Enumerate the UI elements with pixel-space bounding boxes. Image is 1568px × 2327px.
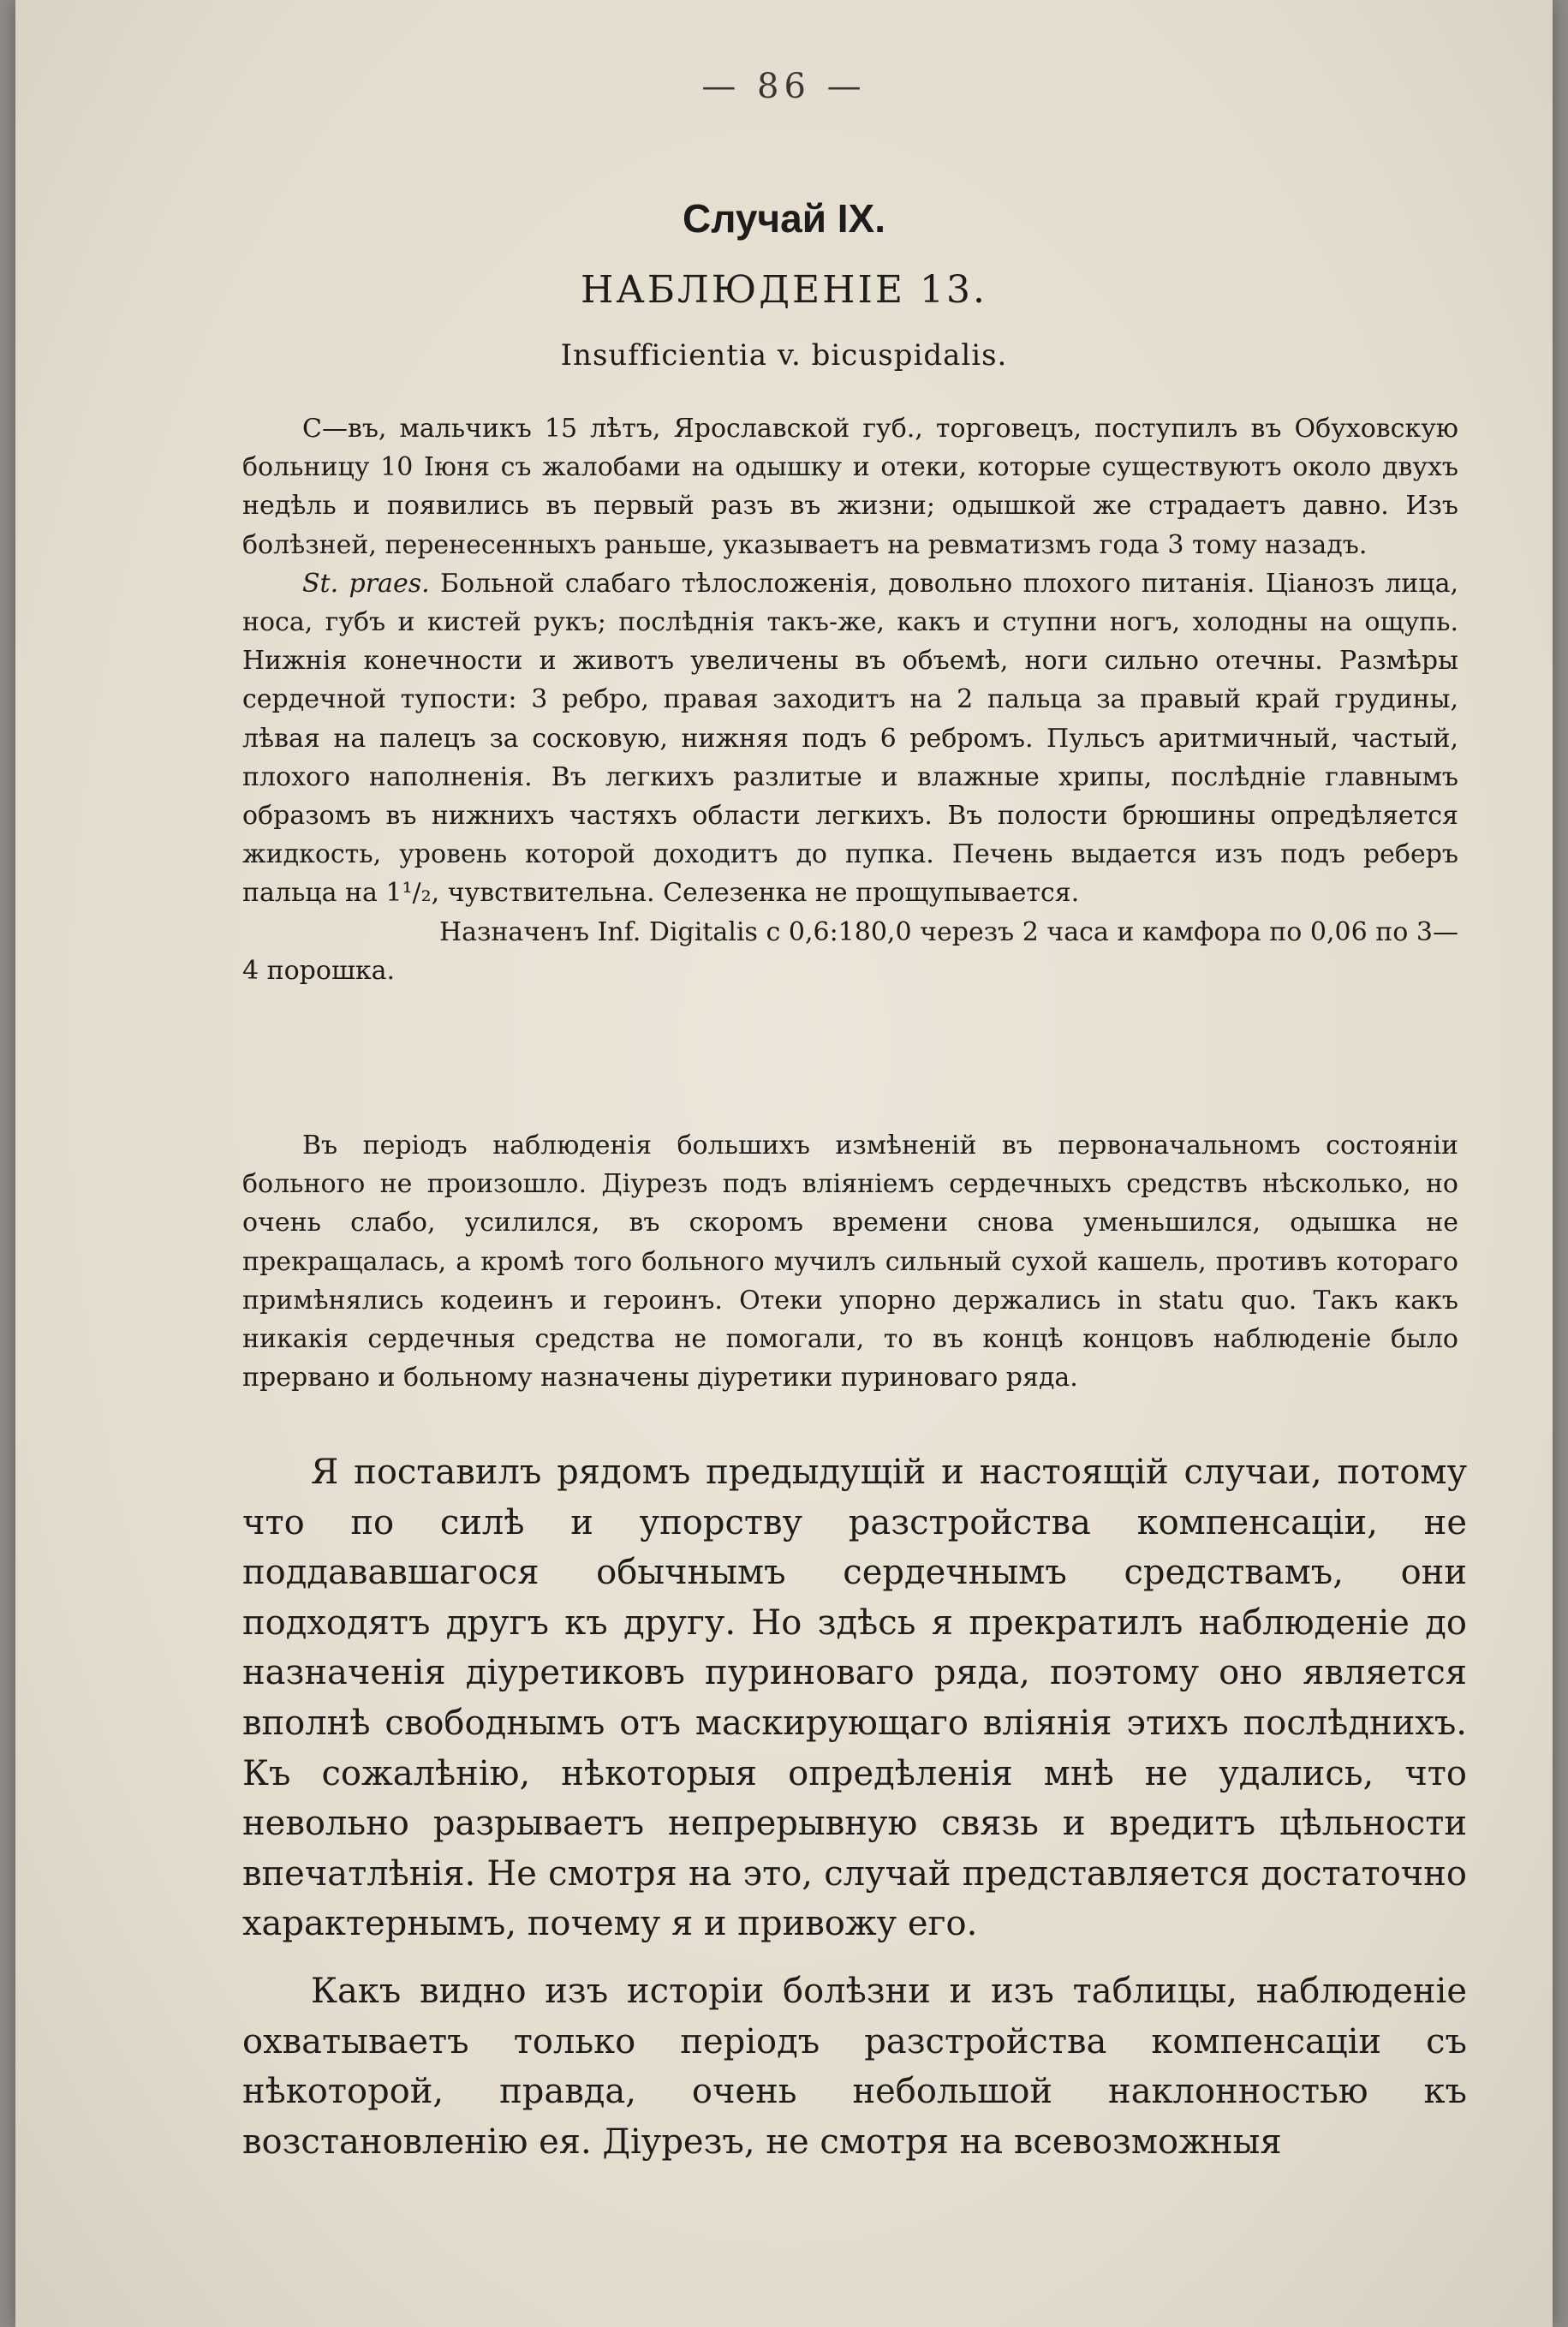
discussion-paragraph-1: Я поставилъ рядомъ предыдущiй и настоящiй случаи, потому что по силѣ и упорству разстройства компенсацiи, не поддававшагося обычнымъ сердечнымъ средствамъ, они подходятъ другъ къ другу. Но здѣсь я прекратилъ наблюденiе до назначенiя дiуретиковъ пуриноваго ряда, поэтому оно является вполнѣ свободнымъ отъ маскирующаго влiянiя этихъ послѣднихъ. Къ сожалѣнiю, нѣкоторыя опредѣленiя мнѣ не удались, что невольно разрываетъ непрерывную связь и вредитъ цѣльности впечатлѣнiя. Не смотря на это, случай представляется достаточно характернымъ, почему я и привожу его. [242, 1453, 1467, 1944]
discussion-section-continued [242, 1966, 1467, 2167]
case-title: Случай IX. [682, 196, 885, 241]
observation-course-paragraph: Въ перiодъ наблюденiя большихъ измѣненiй въ первоначальномъ состоянiи больного не произошло. Дiурезъ подъ влiянiемъ сердечныхъ средствъ нѣсколько, но очень слабо, усилился, въ скоромъ времени снова уменьшился, одышка не прекращалась, а кромѣ того больного мучилъ сильный сухой кашель, противъ котораго примѣнялись кодеинъ и героинъ. Отеки упорно держались in statu quo. Такъ какъ никакiя сердечныя средства не помогали, то въ концѣ концовъ наблюденiе было прервано и больному назначены дiуретики пуриноваго ряда. [242, 1131, 1458, 1393]
treatment-assignment-paragraph: Назначенъ Inf. Digitalis с 0,6:180,0 черезъ 2 часа и камфора по 0,06 по 3—4 порошка. [242, 916, 1458, 986]
status-praesens-label: St. praes. [302, 568, 430, 599]
diagnosis-heading: Insufficientia v. bicuspidalis. [560, 338, 1008, 373]
page-number: — 86 — [701, 67, 867, 106]
discussion-paragraph-2: Какъ видно изъ исторiи болѣзни и изъ таблицы, наблюденiе охватываетъ только перiодъ разстройства компенсацiи съ нѣкоторой, правда, очень небольшой наклонностью къ возстановленiю ея. Дiурезъ, не смотря на всевозможныя [242, 1972, 1467, 2162]
status-praesens-paragraph [242, 564, 1458, 913]
status-praesens-text: Больной слабаго тѣлосложенiя, довольно плохого питанiя. Цiанозъ лица, носа, губъ и кистей рукъ; послѣднiя такъ-же, какъ и ступни ногъ, холодны на ощупь. Нижнiя конечности и животъ увеличены въ объемѣ, ноги сильно отечны. Размѣры сердечной тупости: 3 ребро, правая заходитъ на 2 пальца за правый край грудины, лѣвая на палецъ за сосковую, нижняя подъ 6 ребромъ. Пульсъ аритмичный, частый, плохого наполненiя. Въ легкихъ разлитые и влажные хрипы, послѣднiе главнымъ образомъ въ нижнихъ частяхъ области легкихъ. Въ полости брюшины опредѣляется жидкость, уровень которой доходитъ до пупка. Печень выдается изъ подъ реберъ пальца на 1¹/₂, чувствительна. Селезенка не прощупывается. [242, 568, 1458, 909]
observation-title: НАБЛЮДЕНIЕ 13. [581, 268, 987, 312]
discussion-section [242, 1447, 1467, 1949]
history-intro-paragraph: С—въ, мальчикъ 15 лѣтъ, Ярославской губ., торговецъ, поступилъ въ Обуховскую больницу 10 Iюня съ жалобами на одышку и отеки, которые существуютъ около двухъ недѣль и появились въ первый разъ въ жизни; одышкой же страдаетъ давно. Изъ болѣзней, перенесенныхъ раньше, указываетъ на ревматизмъ года 3 тому назадъ. [242, 414, 1458, 560]
case-history [242, 409, 1458, 990]
book-page [15, 0, 1553, 2327]
observation-course [242, 1126, 1458, 1397]
